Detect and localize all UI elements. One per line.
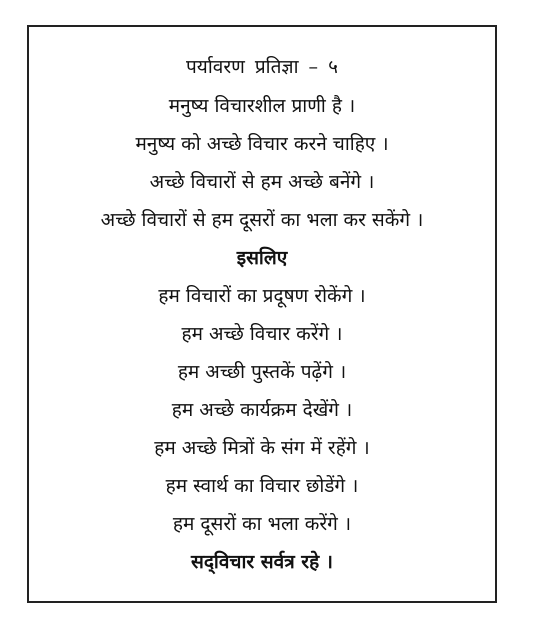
pledge-title: पर्यावरण प्रतिज्ञा – ५ — [186, 56, 338, 78]
pledge-line-12: हम दूसरों का भला करेंगे । — [172, 513, 352, 535]
pledge-line-8: हम अच्छी पुस्तकें पढ़ेंगे । — [177, 361, 347, 383]
pledge-line-11: हम स्वार्थ का विचार छोडेंगे । — [165, 475, 359, 497]
pledge-line-1: मनुष्य विचारशील प्राणी है । — [168, 95, 356, 117]
pledge-box — [27, 25, 497, 603]
pledge-closing-line: सद्‌विचार सर्वत्र रहे । — [191, 551, 333, 573]
pledge-therefore-heading: इसलिए — [236, 247, 288, 269]
pledge-line-10: हम अच्छे मित्रों के संग में रहेंगे । — [154, 437, 370, 459]
pledge-line-3: अच्छे विचारों से हम अच्छे बनेंगे । — [149, 171, 375, 193]
pledge-line-6: हम विचारों का प्रदूषण रोकेंगे । — [158, 285, 366, 307]
pledge-line-4: अच्छे विचारों से हम दूसरों का भला कर सकेंगे । — [100, 209, 424, 231]
pledge-line-7: हम अच्छे विचार करेंगे । — [181, 323, 343, 345]
pledge-line-9: हम अच्छे कार्यक्रम देखेंगे । — [171, 399, 353, 421]
pledge-line-2: मनुष्य को अच्छे विचार करने चाहिए । — [135, 133, 389, 155]
